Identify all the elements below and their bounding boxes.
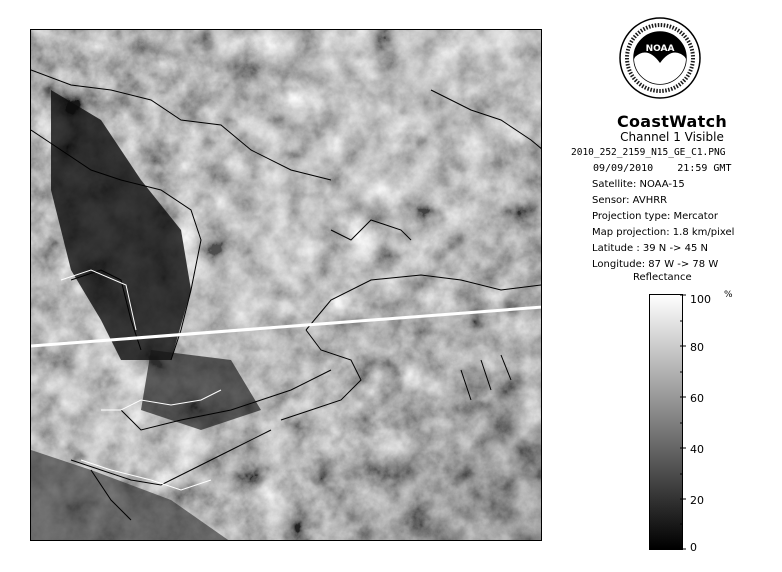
panel-subtitle: Channel 1 Visible xyxy=(620,130,724,144)
panel-title: CoastWatch xyxy=(616,112,728,131)
colorbar-tick-0: 0 xyxy=(690,541,697,554)
svg-text:NOAA: NOAA xyxy=(645,44,675,54)
noaa-logo xyxy=(619,17,701,99)
colorbar-tick-20: 20 xyxy=(690,494,704,507)
colorbar-tick-80: 80 xyxy=(690,341,704,354)
sensor-label: Sensor: AVHRR xyxy=(592,195,668,206)
satellite-label: Satellite: NOAA-15 xyxy=(592,179,685,190)
satellite-image-graphic xyxy=(31,30,542,541)
colorbar-gradient xyxy=(649,294,683,550)
colorbar-unit: % xyxy=(724,290,733,300)
colorbar-ticks xyxy=(680,294,688,550)
longitude-label: Longitude: 87 W -> 78 W xyxy=(592,259,719,270)
colorbar-tick-40: 40 xyxy=(690,443,704,456)
map-projection-label: Map projection: 1.8 km/pixel xyxy=(592,227,735,238)
colorbar-title: Reflectance xyxy=(633,272,692,283)
projection-type-label: Projection type: Mercator xyxy=(592,211,718,222)
datetime-label: 09/09/2010 21:59 GMT xyxy=(593,163,732,174)
latitude-label: Latitude : 39 N -> 45 N xyxy=(592,243,708,254)
satellite-image xyxy=(30,29,542,541)
filename-label: 2010_252_2159_N15_GE_C1.PNG xyxy=(571,147,726,158)
colorbar-tick-60: 60 xyxy=(690,392,704,405)
colorbar-tick-100: 100 xyxy=(690,293,711,306)
